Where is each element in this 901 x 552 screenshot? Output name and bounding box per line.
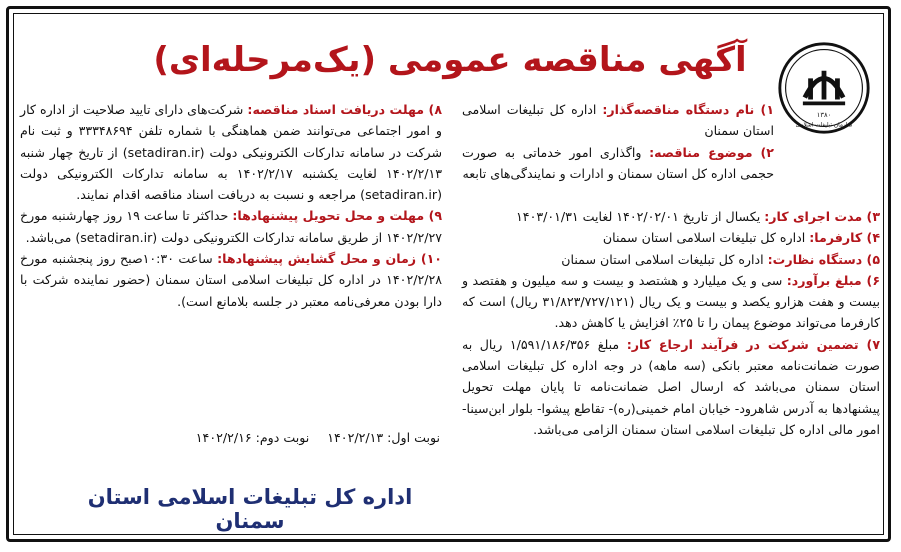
item-4: [462, 227, 880, 248]
item-7-label: ۷) تضمین شرکت در فرآیند ارجاع کار:: [626, 336, 880, 352]
item-3-text: یکسال از تاریخ ۱۴۰۲/۰۲/۰۱ لغایت ۱۴۰۳/۰۱/۳۱: [516, 209, 765, 224]
first-publication: نوبت اول: ۱۴۰۲/۲/۱۳: [327, 430, 440, 445]
item-1: [462, 99, 774, 142]
organization-logo: [776, 40, 872, 136]
notice-title: آگهی مناقصه عمومی (یک‌مرحله‌ای): [153, 40, 747, 80]
item-6-text: سی و یک میلیارد و هشتصد و بیست و سه میلیون و هفتصد و بیست و هفت هزارو یکصد و بیست و یک ریال (۳۱/۸۲۳/۷۲۷/۱۲۱ ریال) است که کارفرما می‌تواند موضوع پیمان را تا ۲۵٪ افزایش یا کاهش دهد.: [462, 272, 880, 331]
item-3: [462, 206, 880, 227]
item-6-label: ۶) مبلغ برآورد:: [786, 272, 881, 288]
publication-dates: [150, 430, 440, 445]
item-9-label: ۹) مهلت و محل تحویل پیشنهادها:: [232, 208, 443, 224]
item-7: [462, 334, 880, 440]
item-1-text: اداره کل تبلیغات اسلامی استان سمنان: [462, 102, 774, 139]
item-10: [20, 248, 442, 312]
item-9-text: حداکثر تا ساعت ۱۹ روز چهارشنبه مورخ ۱۴۰۲/۲/۲۷ از طریق سامانه تدارکات الکترونیکی دولت (setadiran.ir) می‌باشد.: [20, 208, 442, 245]
item-5-label: ۵) دستگاه نظارت:: [767, 251, 880, 267]
left-column: [20, 99, 442, 312]
item-9: [20, 205, 442, 248]
right-column-top: [462, 99, 774, 184]
item-5-text: اداره کل تبلیغات اسلامی استان سمنان: [561, 251, 768, 267]
item-8: [20, 99, 442, 205]
item-2-label: ۲) موضوع مناقصه:: [649, 144, 774, 160]
item-6: [462, 270, 880, 334]
item-3-label: ۳) مدت اجرای کار:: [764, 209, 880, 224]
second-publication: نوبت دوم: ۱۴۰۲/۲/۱۶: [195, 430, 310, 445]
item-8-label: ۸) مهلت دریافت اسناد مناقصه:: [247, 102, 442, 117]
item-4-text: اداره کل تبلیغات اسلامی استان سمنان: [602, 230, 810, 246]
item-4-label: ۴) کارفرما:: [809, 230, 880, 246]
item-5: [462, 249, 880, 270]
item-2-text: واگذاری امور خدماتی به صورت حجمی اداره کل استان سمنان و ادارات و نمایندگی‌های تابعه: [462, 144, 774, 181]
item-2: [462, 142, 774, 185]
item-10-label: ۱۰) زمان و محل گشایش پیشنهادها:: [217, 251, 442, 267]
item-10-text: ساعت ۱۰:۳۰صبح روز پنجشنبه مورخ ۱۴۰۲/۲/۲۸ در اداره کل تبلیغات اسلامی استان سمنان (حضور نماینده شرکت با دارا بودن معرفی‌نامه معتبر در جلسه بلامانع است).: [20, 251, 442, 309]
organization-name: اداره کل تبلیغات اسلامی استان سمنان: [87, 485, 413, 533]
item-8-text: شرکت‌های دارای تایید صلاحیت از اداره کار و امور اجتماعی می‌توانند ضمن هماهنگی با شماره تلفن ۳۳۳۴۸۶۹۴ و ثبت نام شرکت در سامانه تدارکات الکترونیکی دولت (setadiran.ir) از تاریخ چهار شنبه ۱۴۰۲/۲/۱۳ لغایت یکشنبه ۱۴۰۲/۲/۱۷ به سامانه تدارکات الکترونیکی دولت (setadiran.ir) مراجعه و نسبت به دریافت اسناد مناقصه اقدام نمایند.: [20, 102, 443, 203]
logo-caption: سازمان تبلیغات اسلامی: [795, 122, 853, 129]
item-7-text: مبلغ ۱/۵۹۱/۱۸۶/۳۵۶ ریال به صورت ضمانت‌نامه معتبر بانکی (سه ماهه) در وجه اداره کل تبلیغات اسلامی استان سمنان می‌باشد که ارسال اصل ضمانت‌نامه تا پایان مهلت تحویل پیشنهادها به آدرس شاهرود- خیابان امام خمینی(ره)- تقاطع پیشوا- بلوار ابن‌سینا- امور مالی اداره کل تبلیغات اسلامی استان سمنان الزامی می‌باشد.: [462, 336, 880, 437]
logo-year: ۱۳۸۰: [816, 110, 832, 119]
right-column-bottom: [462, 206, 880, 440]
item-1-label: ۱) نام دستگاه مناقصه‌گذار:: [602, 102, 775, 117]
